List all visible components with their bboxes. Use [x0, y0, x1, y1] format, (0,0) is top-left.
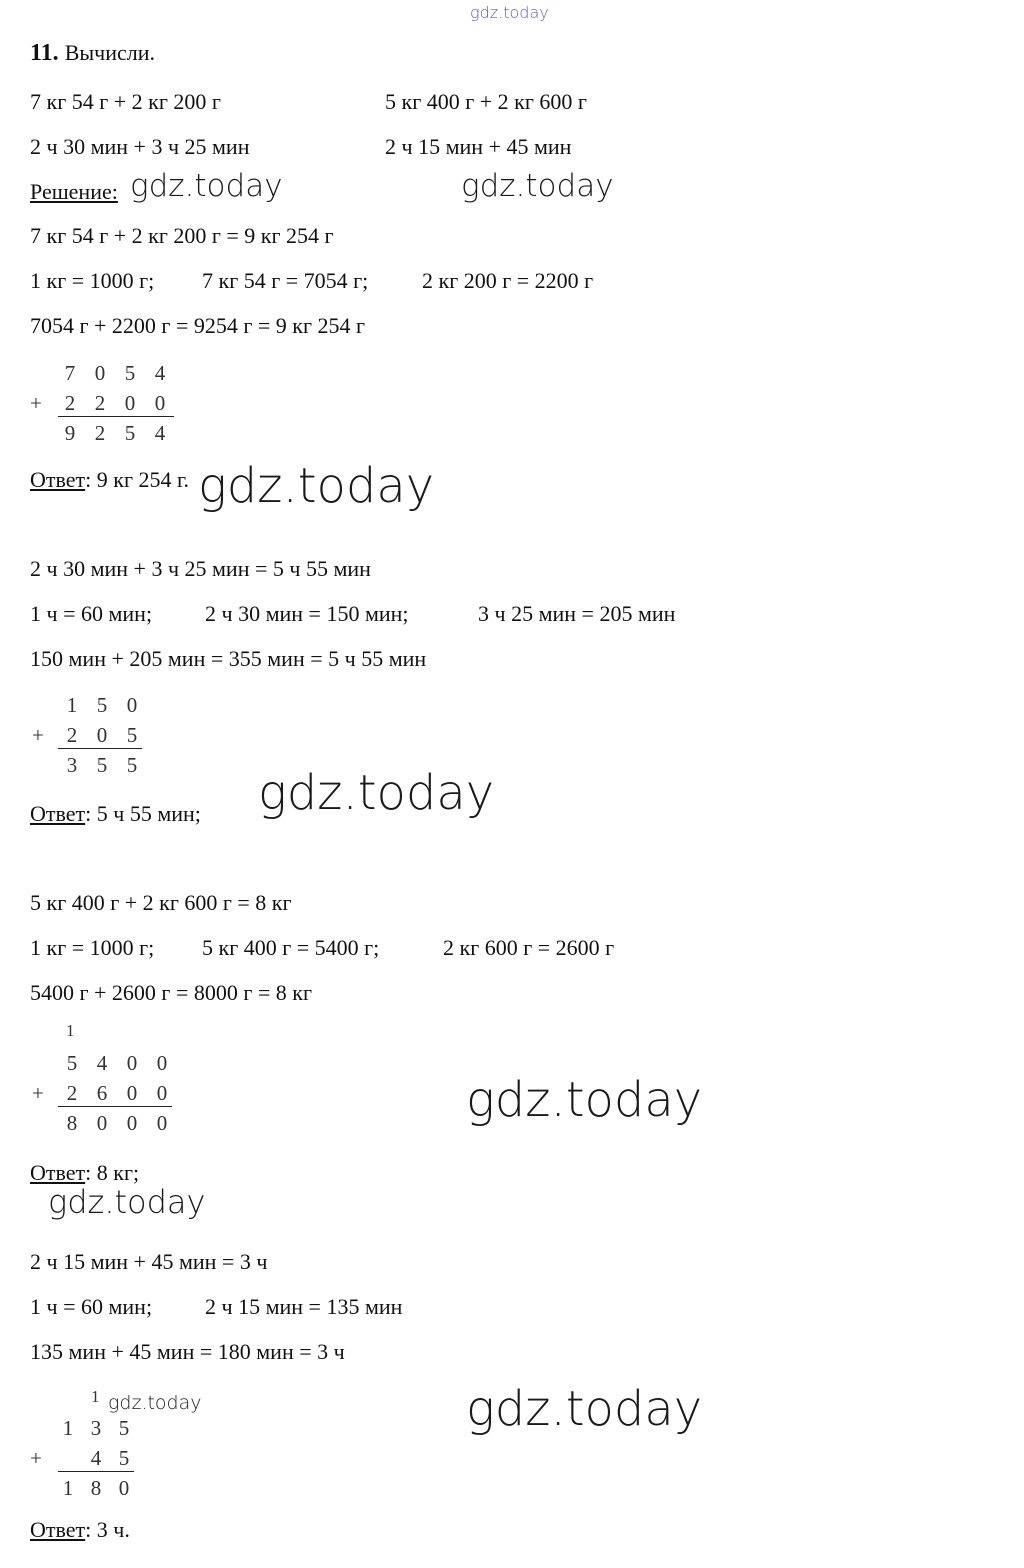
digit: 0: [124, 391, 136, 415]
digit: 5: [126, 753, 138, 777]
digit: 1: [62, 1416, 74, 1440]
watermark: gdz.today: [108, 1392, 202, 1414]
task-instruction: Вычисли.: [64, 40, 155, 65]
plus-sign: +: [32, 1081, 44, 1105]
exercise-a: 7 кг 54 г + 2 кг 200 г: [30, 89, 221, 114]
digit: 5: [118, 1416, 130, 1440]
digit: 0: [126, 1111, 138, 1135]
answer-value: : 8 кг;: [85, 1160, 140, 1185]
digit: 0: [154, 391, 166, 415]
digit: 5: [96, 693, 108, 717]
digit: 0: [94, 361, 106, 385]
answer-label: Ответ: [30, 801, 86, 826]
digit: 2: [66, 1081, 78, 1105]
solution-2-conversion: 3 ч 25 мин = 205 мин: [478, 601, 676, 626]
carry-digit: 1: [91, 1387, 100, 1406]
watermark: gdz.today: [258, 765, 495, 821]
task-title: [30, 40, 155, 67]
solution-3-conversion: 2 кг 600 г = 2600 г: [443, 935, 615, 960]
watermark: gdz.today: [461, 168, 614, 204]
header-watermark: gdz.today: [470, 3, 549, 22]
digit: 2: [94, 421, 106, 445]
solution-1-conversion: 1 кг = 1000 г;: [30, 268, 155, 293]
digit: 1: [66, 693, 78, 717]
digit: 2: [66, 723, 78, 747]
solution-4-calculation: 135 мин + 45 мин = 180 мин = 3 ч: [30, 1339, 345, 1364]
digit: 0: [126, 693, 138, 717]
watermark: gdz.today: [466, 1381, 703, 1437]
digit: 4: [96, 1051, 108, 1075]
solution-1-conversion: 2 кг 200 г = 2200 г: [422, 268, 594, 293]
digit: 5: [126, 723, 138, 747]
solution-4-conversion: 1 ч = 60 мин;: [30, 1294, 153, 1319]
digit: 5: [66, 1051, 78, 1075]
digit: 0: [118, 1476, 130, 1500]
digit: 2: [64, 391, 76, 415]
solution-4-conversion: 2 ч 15 мин = 135 мин: [205, 1294, 403, 1319]
solution-2-conversion: 1 ч = 60 мин;: [30, 601, 153, 626]
digit: 5: [118, 1446, 130, 1470]
solution-3-conversion: 5 кг 400 г = 5400 г;: [202, 935, 380, 960]
digit: 0: [96, 723, 108, 747]
digit: 6: [96, 1081, 108, 1105]
watermark: gdz.today: [48, 1183, 206, 1221]
solution-2-conversion: 2 ч 30 мин = 150 мин;: [205, 601, 409, 626]
exercise-b: 5 кг 400 г + 2 кг 600 г: [385, 89, 587, 114]
digit: 0: [96, 1111, 108, 1135]
answer-value: : 3 ч.: [85, 1517, 130, 1542]
digit: 0: [156, 1051, 168, 1075]
solution-2-calculation: 150 мин + 205 мин = 355 мин = 5 ч 55 мин: [30, 646, 427, 671]
digit: 5: [96, 753, 108, 777]
digit: 1: [62, 1476, 74, 1500]
solution-1-conversion: 7 кг 54 г = 7054 г;: [202, 268, 369, 293]
carry-digit: 1: [66, 1021, 75, 1040]
answer-4: [30, 1517, 130, 1543]
digit: 3: [66, 753, 78, 777]
digit: 9: [64, 421, 76, 445]
digit: 7: [64, 361, 76, 385]
digit: 3: [90, 1416, 102, 1440]
digit: 0: [126, 1081, 138, 1105]
answer-label: Ответ: [30, 1160, 86, 1185]
solution-4-expression: 2 ч 15 мин + 45 мин = 3 ч: [30, 1249, 268, 1274]
plus-sign: +: [30, 391, 42, 415]
sum-line: [58, 1106, 172, 1107]
plus-sign: +: [30, 1446, 42, 1470]
digit: 0: [156, 1081, 168, 1105]
solution-1-expression: 7 кг 54 г + 2 кг 200 г = 9 кг 254 г: [30, 223, 334, 248]
digit: 2: [94, 391, 106, 415]
digit: 8: [66, 1111, 78, 1135]
answer-1: [30, 467, 189, 493]
exercise-d: 2 ч 15 мин + 45 мин: [385, 134, 572, 159]
task-number: 11.: [30, 40, 59, 66]
answer-label: Ответ: [30, 467, 86, 492]
digit: 4: [90, 1446, 102, 1470]
solution-3-conversion: 1 кг = 1000 г;: [30, 935, 155, 960]
answer-value: : 9 кг 254 г.: [85, 467, 190, 492]
digit: 0: [126, 1051, 138, 1075]
watermark: gdz.today: [198, 458, 435, 514]
digit: 4: [154, 421, 166, 445]
answer-2: [30, 801, 201, 827]
watermark: gdz.today: [466, 1072, 703, 1128]
sum-line: [58, 416, 174, 417]
solution-3-expression: 5 кг 400 г + 2 кг 600 г = 8 кг: [30, 890, 292, 915]
digit: 8: [90, 1476, 102, 1500]
answer-value: : 5 ч 55 мин;: [85, 801, 201, 826]
digit: 5: [124, 421, 136, 445]
sum-line: [58, 1471, 134, 1472]
solution-2-expression: 2 ч 30 мин + 3 ч 25 мин = 5 ч 55 мин: [30, 556, 371, 581]
digit: 4: [154, 361, 166, 385]
digit: 5: [124, 361, 136, 385]
plus-sign: +: [32, 723, 44, 747]
answer-label: Ответ: [30, 1517, 86, 1542]
solution-label: Решение:: [30, 179, 118, 204]
digit: 0: [156, 1111, 168, 1135]
watermark: gdz.today: [130, 168, 283, 204]
solution-3-calculation: 5400 г + 2600 г = 8000 г = 8 кг: [30, 980, 313, 1005]
exercise-c: 2 ч 30 мин + 3 ч 25 мин: [30, 134, 250, 159]
sum-line: [58, 748, 142, 749]
solution-1-calculation: 7054 г + 2200 г = 9254 г = 9 кг 254 г: [30, 313, 366, 338]
